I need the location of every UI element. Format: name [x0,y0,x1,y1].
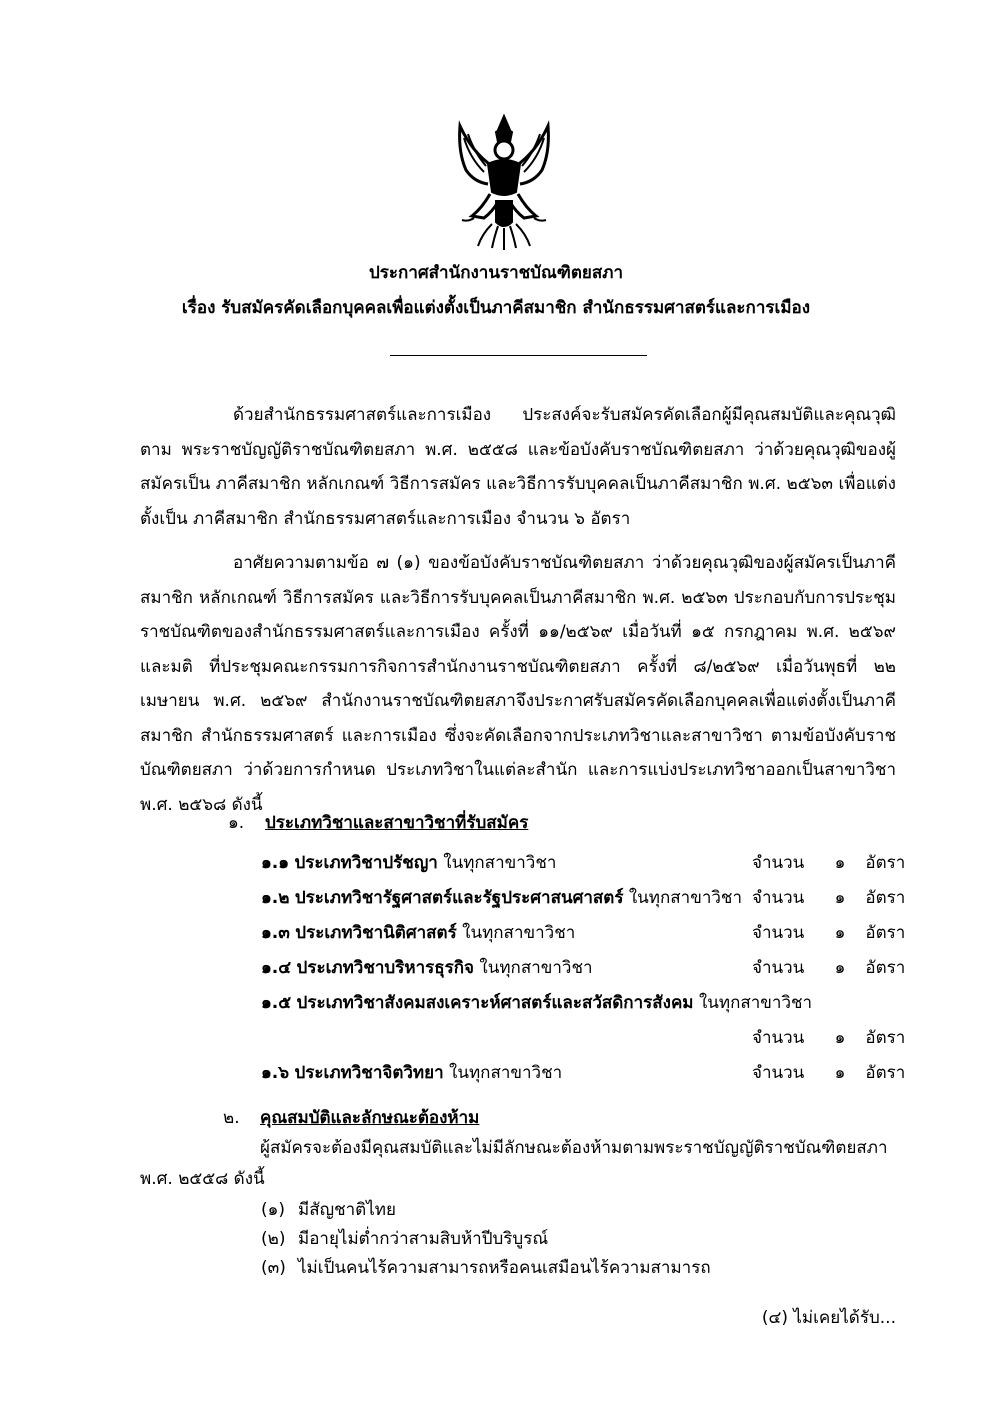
section2-intro-continued: พ.ศ. ๒๕๕๘ ดังนี้ [140,1169,265,1189]
item-name: ประเภทวิชาสังคมสงเคราะห์ศาสตร์และสวัสดิการสังคม [296,993,694,1013]
item-scope: ในทุกสาขาวิชา [628,888,743,908]
item-name: ประเภทวิชาปรัชญา [294,853,438,873]
item-scope: ในทุกสาขาวิชา [462,923,576,943]
paragraph-basis: อาศัยความตามข้อ ๗ (๑) ของข้อบังคับราชบัณฑิตยสภา ว่าด้วยคุณวุฒิของผู้สมัครเป็นภาคี สมาชิก หลักเกณฑ์ วิธีการสมัคร และวิธีการรับบุคคลเป็นภาคีสมาชิก พ.ศ. ๒๕๖๓ ประกอบกับการประชุม ราชบัณฑิตของสำนักธรรมศาสตร์และการเมือง ครั้งที่ ๑๑/๒๕๖๙ เมื่อวันที่ ๑๕ กรกฎาคม พ.ศ. ๒๕๖๙ และมติ ที่ประชุมคณะกรรมการกิจการสำนักงานราชบัณฑิตยสภา ครั้งที่ ๘/๒๕๖๙ เมื่อวันพุธที่ ๒๒ เมษายน พ.ศ. ๒๕๖๙ สำนักงานราชบัณฑิตยสภาจึงประกาศรับสมัครคัดเลือกบุคคลเพื่อแต่งตั้งเป็นภาคีสมาชิก สำนักธรรมศาสตร์ และการเมือง ซึ่งจะคัดเลือกจากประเภทวิชาและสาขาวิชา ตามข้อบังคับราชบัณฑิตยสภา ว่าด้วยการกำหนด ประเภทวิชาในแต่ละสำนัก และการแบ่งประเภทวิชาออกเป็นสาขาวิชา พ.ศ. ๒๕๖๘ ดังนี้ [140,553,896,815]
garuda-emblem [452,112,556,252]
announcement-subject: เรื่อง รับสมัครคัดเลือกบุคคลเพื่อแต่งตั้งเป็นภาคีสมาชิก สำนักธรรมศาสตร์และการเมือง [181,298,811,318]
list-item: (๒) มีอายุไม่ต่ำกว่าสามสิบห้าปีบริบูรณ์ [261,1229,549,1249]
item-count: จำนวน ๑ อัตรา [752,1028,906,1048]
paragraph-intro: ด้วยสำนักธรรมศาสตร์และการเมือง ประสงค์จะรับสมัครคัดเลือกผู้มีคุณสมบัติและคุณวุฒิตาม พระราชบัญญัติราชบัณฑิตยสภา พ.ศ. ๒๕๕๘ และข้อบังคับราชบัณฑิตยสภา ว่าด้วยคุณวุฒิของผู้สมัครเป็น ภาคีสมาชิก หลักเกณฑ์ วิธีการสมัคร และวิธีการรับบุคคลเป็นภาคีสมาชิก พ.ศ. ๒๕๖๓ เพื่อแต่งตั้งเป็น ภาคีสมาชิก สำนักธรรมศาสตร์และการเมือง จำนวน ๖ อัตรา [140,405,896,529]
item-count: จำนวน ๑ อัตรา [752,1063,906,1083]
list-item: (๓) ไม่เป็นคนไร้ความสามารถหรือคนเสมือนไร้ความสามารถ [261,1258,711,1278]
list-item: ๑.๒ ประเภทวิชารัฐศาสตร์และรัฐประศาสนศาสตร์ ในทุกสาขาวิชา [261,888,743,908]
announcement-title: ประกาศสำนักงานราชบัณฑิตยสภา [368,263,623,283]
list-item: ๑.๔ ประเภทวิชาบริหารธุรกิจ ในทุกสาขาวิชา [261,958,593,978]
item-scope: ในทุกสาขาวิชา [449,1063,563,1083]
item-count: จำนวน ๑ อัตรา [752,958,906,978]
item-count: จำนวน ๑ อัตรา [752,888,906,908]
item-name: ประเภทวิชาบริหารธุรกิจ [296,958,475,978]
section2-title: คุณสมบัติและลักษณะต้องห้าม [260,1108,480,1128]
section2-number: ๒. [223,1108,240,1128]
item-scope: ในทุกสาขาวิชา [479,958,593,978]
section1-title: ประเภทวิชาและสาขาวิชาที่รับสมัคร [265,813,529,833]
item-scope: ในทุกสาขาวิชา [698,993,813,1013]
list-item: ๑.๑ ประเภทวิชาปรัชญา ในทุกสาขาวิชา [261,853,557,873]
item-name: ประเภทวิชาจิตวิทยา [294,1063,444,1083]
item-name: ประเภทวิชานิติศาสตร์ [295,923,457,943]
item-count: จำนวน ๑ อัตรา [752,853,906,873]
section2-heading [223,1104,479,1131]
item-name: ประเภทวิชารัฐศาสตร์และรัฐประศาสนศาสตร์ [294,888,624,908]
list-item: ๑.๕ ประเภทวิชาสังคมสงเคราะห์ศาสตร์และสวัสดิการสังคม ในทุกสาขาวิชา [261,993,813,1013]
item-count: จำนวน ๑ อัตรา [752,923,906,943]
list-item: ๑.๖ ประเภทวิชาจิตวิทยา ในทุกสาขาวิชา [261,1063,563,1083]
list-item: ๑.๓ ประเภทวิชานิติศาสตร์ ในทุกสาขาวิชา [261,923,576,943]
page-continuation: (๔) ไม่เคยได้รับ... [761,1308,896,1328]
section1-heading [228,809,528,836]
section1-number: ๑. [228,813,245,833]
item-scope: ในทุกสาขาวิชา [443,853,557,873]
list-item: (๑) มีสัญชาติไทย [261,1200,396,1220]
section2-intro: ผู้สมัครจะต้องมีคุณสมบัติและไม่มีลักษณะต้องห้ามตามพระราชบัญญัติราชบัณฑิตยสภา [260,1138,888,1158]
title-divider [390,355,647,356]
